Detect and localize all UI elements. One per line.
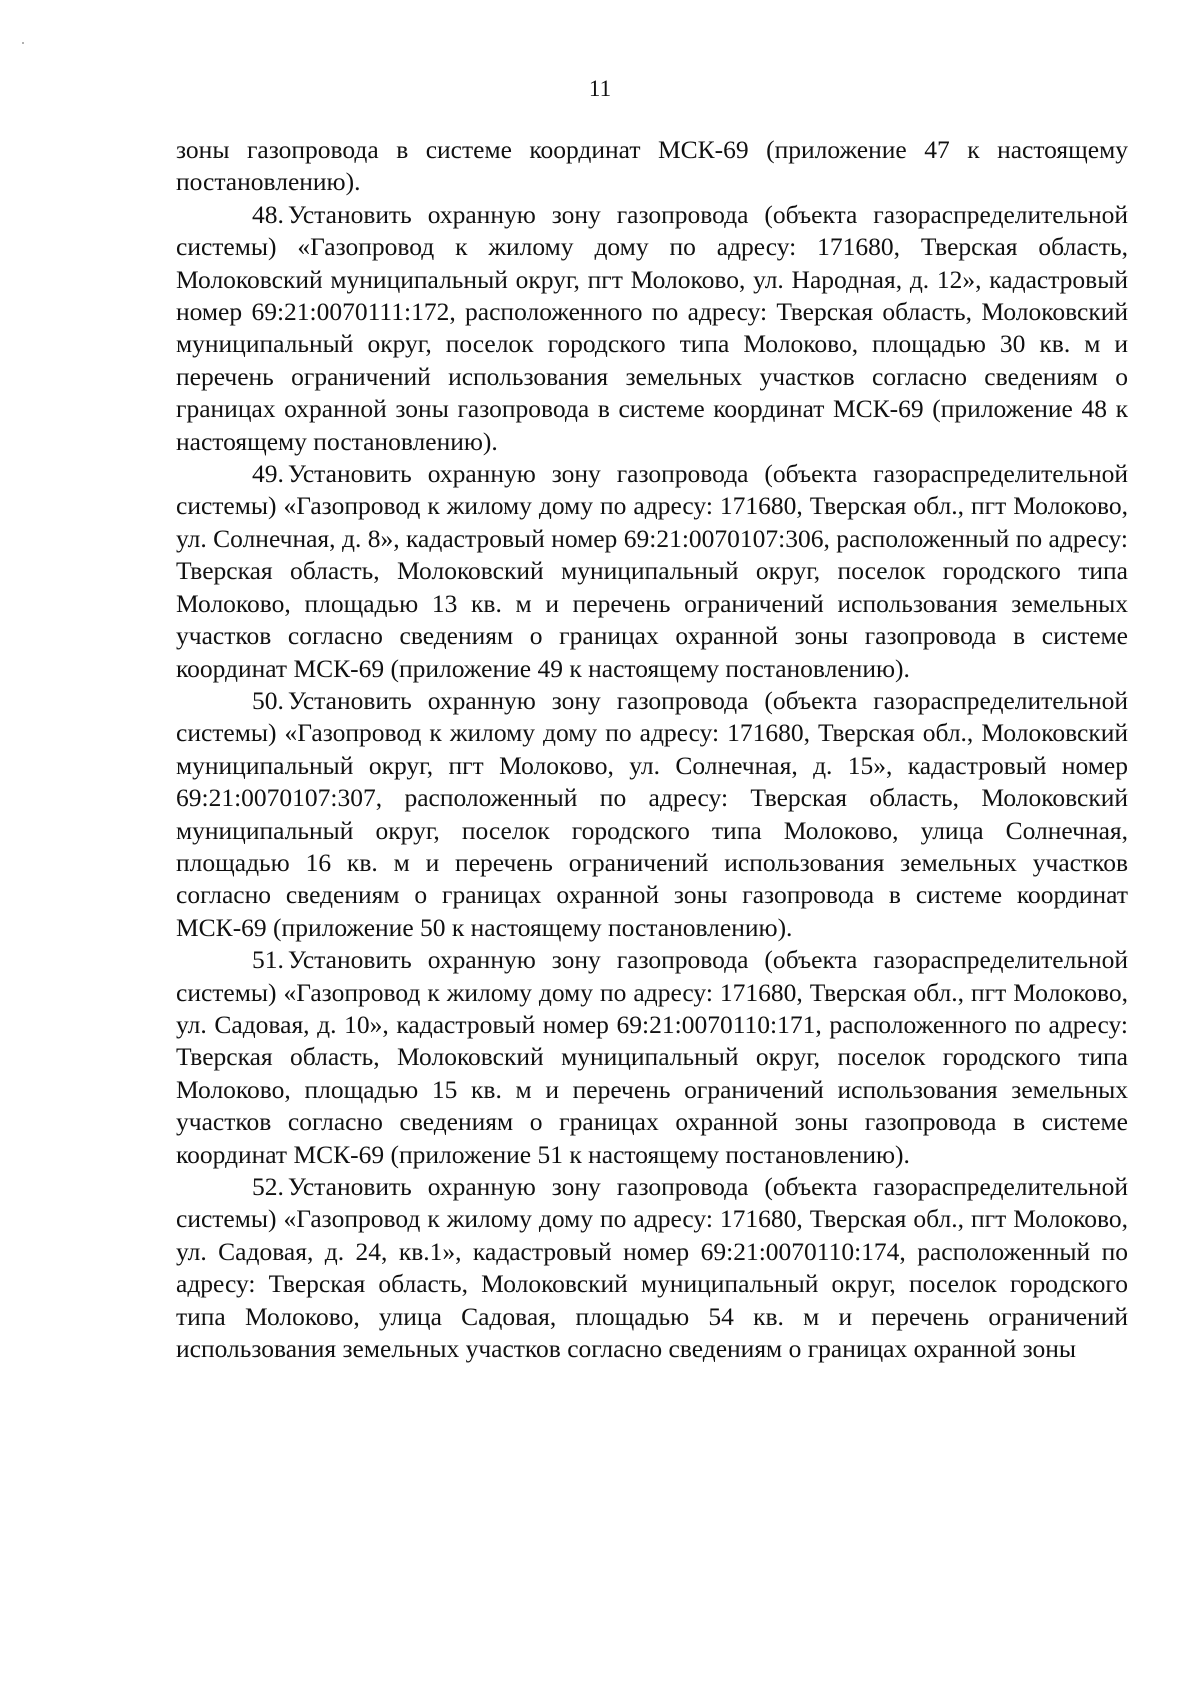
paragraph-item-51 (176, 944, 1128, 1171)
paragraph-item-52 (176, 1171, 1128, 1365)
paragraph-text: Установить охранную зону газопровода (объекта газораспределительной системы) «Газопровод к жилому дому по адресу: 171680, Тверская обл., пгт Молоково, ул. Садовая, д. 10», кадастровый номер 69:21:0070110:171, расположенного по адресу: Тверская область, Молоковский муниципальный округ, поселок городского типа Молоково, площадью 15 кв. м и перечень ограничений использования земельных участков согласно сведениям о границах охранной зоны газопровода в системе координат МСК-69 (приложение 51 к настоящему постановлению). (176, 945, 1128, 1169)
paragraph-number: 49. (252, 459, 284, 489)
paragraph-number: 51. (252, 945, 284, 975)
paragraph-continuation (176, 134, 1128, 199)
scan-speck (22, 42, 24, 44)
paragraph-text: Установить охранную зону газопровода (объекта газораспределительной системы) «Газопровод к жилому дому по адресу: 171680, Тверская обл., пгт Молоково, ул. Солнечная, д. 8», кадастровый номер 69:21:0070107:306, расположенный по адресу: Тверская область, Молоковский муниципальный округ, поселок городского типа Молоково, площадью 13 кв. м и перечень ограничений использования земельных участков согласно сведениям о границах охранной зоны газопровода в системе координат МСК-69 (приложение 49 к настоящему постановлению). (176, 459, 1128, 683)
paragraph-text: Установить охранную зону газопровода (объекта газораспределительной системы) «Газопровод к жилому дому по адресу: 171680, Тверская обл., Молоковский муниципальный округ, пгт Молоково, ул. Солнечная, д. 15», кадастровый номер 69:21:0070107:307, расположенный по адресу: Тверская область, Молоковский муниципальный округ, поселок городского типа Молоково, улица Солнечная, площадью 16 кв. м и перечень ограничений использования земельных участков согласно сведениям о границах охранной зоны газопровода в системе координат МСК-69 (приложение 50 к настоящему постановлению). (176, 685, 1128, 942)
paragraph-item-48 (176, 199, 1128, 458)
paragraph-item-49 (176, 458, 1128, 685)
paragraph-text: зоны газопровода в системе координат МСК-69 (приложение 47 к настоящему постановлению). (176, 135, 1128, 197)
paragraph-number: 50. (252, 685, 284, 715)
paragraph-text: Установить охранную зону газопровода (объекта газораспределительной системы) «Газопровод к жилому дому по адресу: 171680, Тверская область, Молоковский муниципальный округ, пгт Молоково, ул. Народная, д. 12», кадастровый номер 69:21:0070111:172, расположенного по адресу: Тверская область, Молоковский муниципальный округ, поселок городского типа Молоково, площадью 30 кв. м и перечень ограничений использования земельных участков согласно сведениям о границах охранной зоны газопровода в системе координат МСК-69 (приложение 48 к настоящему постановлению). (176, 199, 1128, 456)
paragraph-item-50 (176, 685, 1128, 944)
paragraph-number: 52. (252, 1172, 284, 1201)
paragraph-text: Установить охранную зону газопровода (объекта газораспределительной системы) «Газопровод к жилому дому по адресу: 171680, Тверская обл., пгт Молоково, ул. Садовая, д. 24, кв.1», кадастровый номер 69:21:0070110:174, расположенный по адресу: Тверская область, Молоковский муниципальный округ, поселок городского типа Молоково, улица Садовая, площадью 54 кв. м и перечень ограничений использования земельных участков согласно сведениям о границах охранной зоны (176, 1172, 1128, 1364)
document-body (176, 134, 1128, 1365)
paragraph-number: 48. (252, 199, 284, 229)
page-number: 11 (588, 76, 612, 101)
